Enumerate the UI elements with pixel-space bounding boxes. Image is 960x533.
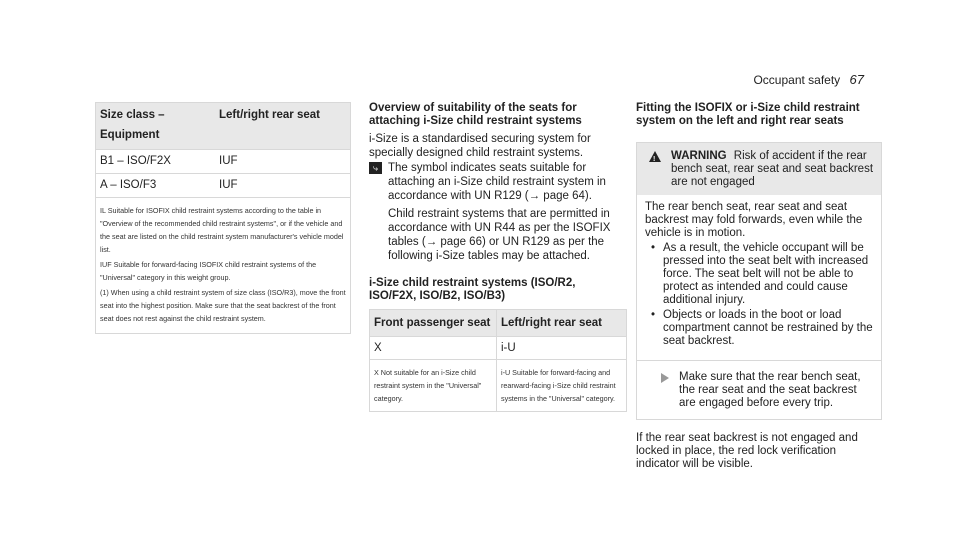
symbol-note <box>369 161 624 203</box>
table-notes <box>370 359 626 411</box>
note: X Not suitable for an i-Size child restraint system in the "Universal" category. <box>374 368 482 403</box>
header-rear-seat: Left/right rear seat <box>496 310 606 336</box>
cell: X <box>374 342 382 354</box>
right-column <box>636 102 882 483</box>
arrow-right-icon <box>661 373 669 383</box>
permitted-text: Child restraint systems that are permitted in accordance with UN R44 as per the ISOFIX tables (→ page 66) or UN R129 as per the following i-Size tables may be attached. <box>388 208 611 262</box>
section-heading: Overview of suitability of the seats for attaching i-Size child restraint systems <box>369 102 582 127</box>
action-text: Make sure that the rear bench seat, the rear seat and the seat backrest are engaged before every trip. <box>679 371 861 409</box>
table-row <box>96 149 350 173</box>
page-header <box>753 72 864 87</box>
warning-triangle-icon: ! <box>649 151 661 162</box>
table-row <box>96 173 350 197</box>
left-column <box>95 102 349 334</box>
bullet-text: Objects or loads in the boot or load compartment cannot be restrained by the seat backrest. <box>663 309 873 347</box>
warning-label: WARNING <box>671 150 727 162</box>
list-item <box>645 309 873 348</box>
cell: B1 – ISO/F2X <box>100 155 171 167</box>
bullet-icon: • <box>651 242 656 254</box>
note: (1) When using a child restraint system of size class (ISO/R3), move the front seat into the highest position. Make sure that the seat backrest of the front seat does not rest against the child restraint system. <box>100 288 346 323</box>
header-front-seat: Front passenger seat <box>374 317 491 329</box>
cell: A – ISO/F3 <box>100 179 157 191</box>
final-text: If the rear seat backrest is not engaged and locked in place, the red lock verification indicator will be visible. <box>636 432 858 470</box>
middle-column <box>369 102 624 412</box>
section-title: Occupant safety <box>753 73 841 87</box>
bullet-icon: • <box>651 309 656 321</box>
note: i-U Suitable for forward-facing and rearward-facing i-Size child restraint systems in the "Universal" category. <box>496 360 626 411</box>
isofix-table <box>95 102 351 334</box>
header-rear-seat: Left/right rear seat <box>219 109 320 121</box>
table-header <box>96 103 350 149</box>
table-header <box>370 310 626 336</box>
note: IL Suitable for ISOFIX child restraint systems according to the table in "Overview of the recommended child restraint systems", or if the vehicle and the seat are listed on the child restraint system manufacturer's vehicle model list. <box>100 206 344 254</box>
table-row <box>370 336 626 359</box>
table-notes <box>96 197 350 333</box>
isize-table <box>369 309 627 412</box>
warning-body-text: The rear bench seat, rear seat and seat backrest may fold forwards, even while the vehicle is in motion. <box>645 201 863 239</box>
isize-heading: i-Size child restraint systems (ISO/R2, ISO/F2X, ISO/B2, ISO/B3) <box>369 277 576 302</box>
symbol-text: The symbol indicates seats suitable for attaching an i-Size child restraint system in accordance with UN R129 (→ page 64). <box>388 162 606 202</box>
intro-text: i-Size is a standardised securing system for specially designed child restraint systems. <box>369 133 591 159</box>
warning-body <box>637 195 881 354</box>
child-seat-icon: ⤷ <box>369 162 382 174</box>
note: IUF Suitable for forward-facing ISOFIX child restraint systems of the "Universal" category in this weight group. <box>100 260 317 282</box>
list-item <box>645 242 873 307</box>
action-step <box>637 360 881 419</box>
warning-text: Risk of accident if the rear bench seat, rear seat and seat backrest are not engaged <box>671 150 874 188</box>
cell: IUF <box>219 179 238 191</box>
warning-box <box>636 142 882 420</box>
warning-header <box>637 143 881 195</box>
cell: i-U <box>496 337 520 359</box>
section-heading: Fitting the ISOFIX or i-Size child restraint system on the left and right rear seats <box>636 102 860 127</box>
header-size-class: Size class – Equipment <box>100 109 165 141</box>
bullet-text: As a result, the vehicle occupant will be pressed into the seat belt with increased force. The seat belt will not be able to protect as intended and could cause additional injury. <box>663 242 869 306</box>
cell: IUF <box>219 155 238 167</box>
page-number: 67 <box>849 72 864 87</box>
